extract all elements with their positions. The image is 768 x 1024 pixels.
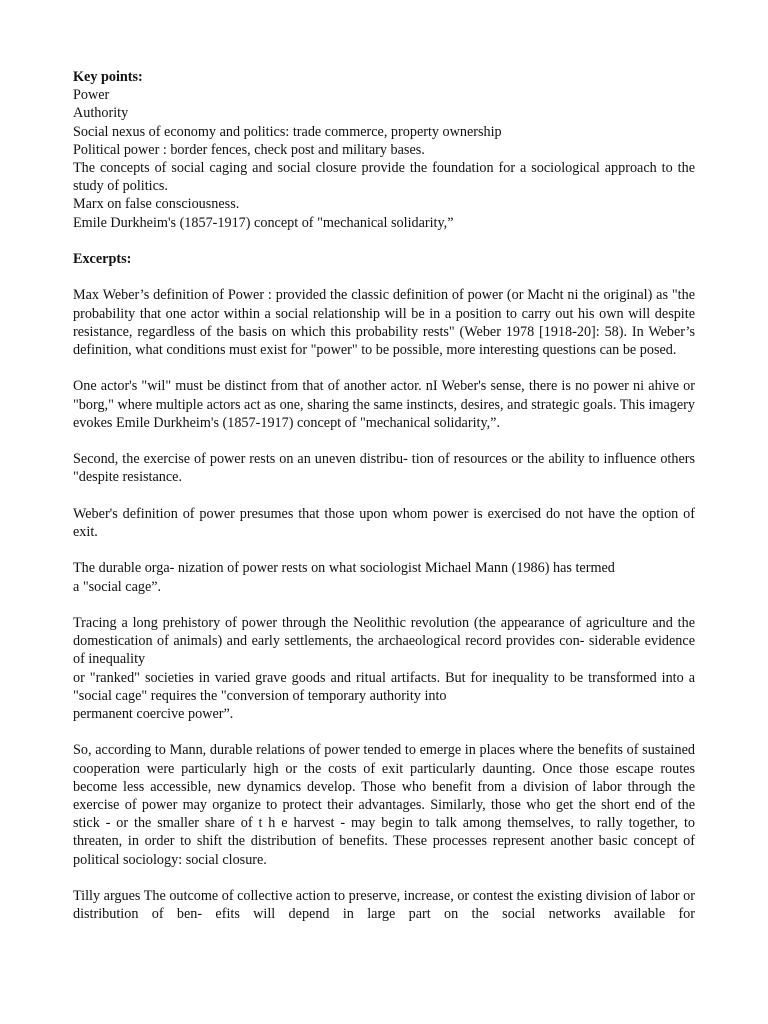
key-point-item: Social nexus of economy and politics: trade commerce, property ownership	[73, 123, 502, 140]
excerpt-paragraph	[73, 559, 695, 595]
excerpt-paragraph	[73, 614, 695, 723]
key-point-item: Emile Durkheim's (1857-1917) concept of "mechanical solidarity,”	[73, 214, 454, 231]
excerpt-line: a "social cage”.	[73, 578, 162, 595]
key-point-item: Marx on false consciousness.	[73, 196, 240, 213]
excerpt-segment: Tracing a long prehistory of power through the Neolithic revolution (the appearance of agriculture and the domestication of animals) and early settlements, the archaeological record provides con- siderable evidence of inequality	[73, 614, 695, 668]
key-points-heading: Key points:	[73, 69, 143, 85]
excerpts-heading: Excerpts:	[73, 251, 132, 268]
excerpt-segment: permanent coercive power”.	[73, 706, 234, 722]
document-page	[73, 68, 695, 923]
key-point-item: The concepts of social caging and social closure provide the foundation for a sociological approach to the study of politics.	[73, 160, 695, 195]
excerpt-line: The durable orga- nization of power rests on what sociologist Michael Mann (1986) has termed	[73, 560, 615, 577]
key-point-item: Political power : border fences, check post and military bases.	[73, 141, 425, 158]
excerpt-paragraph: Weber's definition of power presumes that those upon whom power is exercised do not have the option of exit.	[73, 505, 695, 540]
excerpt-paragraph: One actor's "wil" must be distinct from that of another actor. nI Weber's sense, there is no power ni ahive or "borg," where multiple actors act as one, sharing the same instincts, desires, and strategic goals. This imagery evokes Emile Durkheim's (1857-1917) concept of "mechanical solidarity,”.	[73, 378, 695, 431]
key-points-list	[73, 86, 695, 232]
key-point-item: Power	[73, 87, 110, 104]
key-point-item: Authority	[73, 105, 129, 122]
excerpt-segment: or "ranked" societies in varied grave goods and ritual artifacts. But for inequality to be transformed into a "social cage" requires the "conversion of temporary authority into	[73, 669, 695, 704]
excerpt-paragraph: Max Weber’s definition of Power : provided the classic definition of power (or Macht ni the original) as "the probability that one actor within a social relationship will be in a position to carry out his own will despite resistance, regardless of the basis on which this probability rests" (Weber 1978 [1918-20]: 58). In Weber’s definition, what conditions must exist for "power" to be possible, more interesting questions can be posed.	[73, 287, 695, 359]
excerpt-paragraph: So, according to Mann, durable relations of power tended to emerge in places where the benefits of sustained cooperation were particularly high or the costs of exit particularly daunting. Once those escape routes become less accessible, new dynamics develop. Those who benefit from a division of labor through the exercise of power may organize to protect their advantages. Similarly, those who get the short end of the stick - or the smaller share of t h e harvest - may begin to talk among themselves, to rally together, to threaten, in order to shift the distribution of benefits. These processes represent another basic concept of political sociology: social closure.	[73, 742, 695, 868]
excerpt-paragraph: Second, the exercise of power rests on an uneven distribu- tion of resources or the ability to influence others "despite resistance.	[73, 451, 695, 486]
excerpt-paragraph: Tilly argues The outcome of collective action to preserve, increase, or contest the existing division of labor or distribution of ben- efits will depend in large part on the social networks available for	[73, 888, 695, 923]
